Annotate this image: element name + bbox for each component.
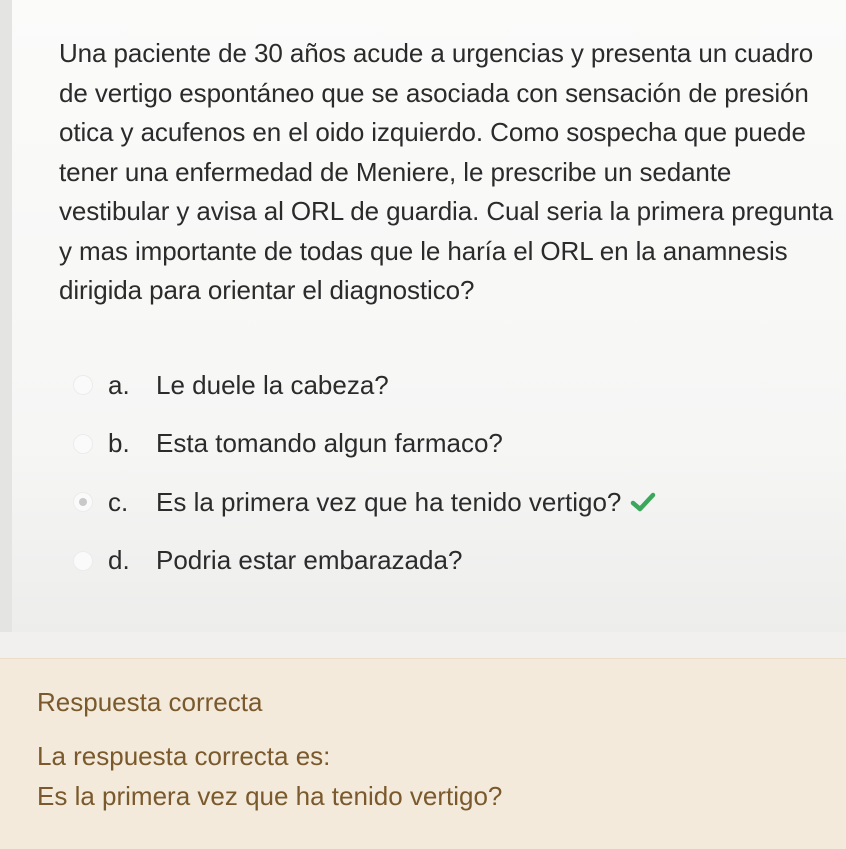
radio-button[interactable] (73, 375, 93, 395)
answer-option-d[interactable] (67, 532, 827, 591)
feedback-panel (0, 658, 846, 849)
answer-text-wrapper (156, 487, 656, 518)
answer-letter: b. (108, 428, 130, 459)
answer-option-c[interactable] (67, 473, 827, 532)
answer-text: Le duele la cabeza? (156, 369, 389, 400)
radio-button-selected[interactable] (73, 492, 93, 512)
correct-answer-label: La respuesta correcta es: (37, 741, 331, 771)
answer-text: Podria estar embarazada? (156, 545, 463, 576)
check-icon (630, 491, 656, 513)
correct-answer-text: Es la primera vez que ha tenido vertigo? (37, 781, 503, 811)
answer-letter: c. (108, 486, 129, 517)
answer-option-a[interactable] (67, 356, 827, 415)
question-text: Una paciente de 30 años acude a urgencias y presenta un cuadro de vertigo espontáneo que se asociada con sensación de presión otica y acufenos en el oido izquierdo. Como sospecha que puede tener una enfermedad de Meniere, le prescribe un sedante vestibular y avisa al ORL de guardia. Cual seria la primera pregunta y mas importante de todas que le haría el ORL en la anamnesis dirigida para orientar el diagnostico? (59, 38, 834, 305)
answer-letter: a. (108, 369, 130, 400)
answer-option-b[interactable] (67, 415, 827, 474)
answer-text: Es la primera vez que ha tenido vertigo? (156, 486, 622, 517)
radio-button[interactable] (73, 551, 93, 571)
answer-list (67, 356, 827, 590)
answer-letter: d. (108, 545, 130, 576)
feedback-title: Respuesta correcta (37, 687, 263, 717)
answer-text: Esta tomando algun farmaco? (156, 428, 503, 459)
radio-button[interactable] (73, 434, 93, 454)
